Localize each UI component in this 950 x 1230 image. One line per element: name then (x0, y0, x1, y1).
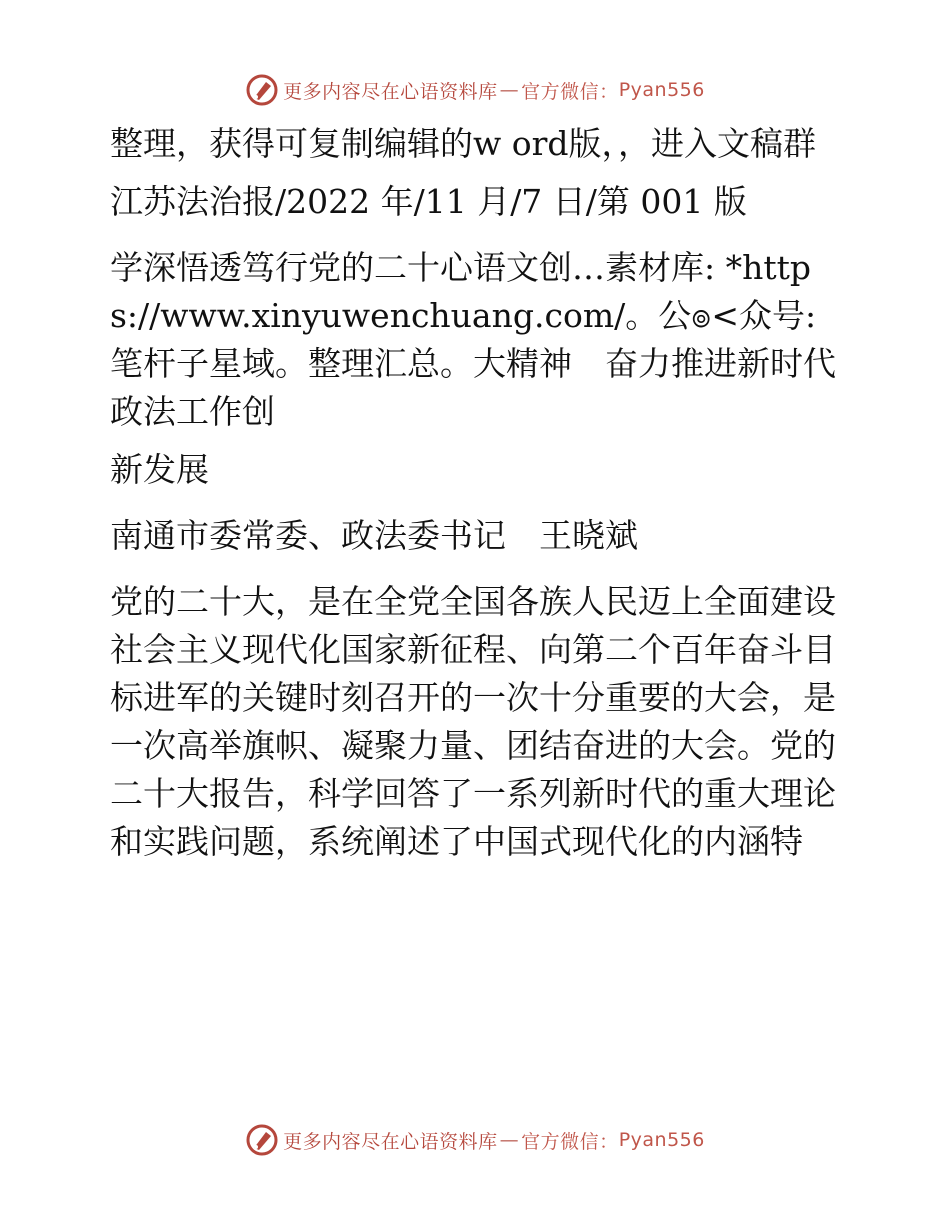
header-watermark (0, 68, 950, 112)
watermark-colon: ： (599, 80, 619, 103)
paragraph-author: 南通市委常委、政法委书记 王晓斌 (110, 516, 638, 555)
paragraph-intro: 整理，获得可复制编辑的w ord版，，进入文稿群 (110, 124, 817, 163)
watermark-colon: ： (599, 1130, 619, 1153)
document-body (97, 120, 857, 884)
watermark-sub-text: 官方微信 (521, 80, 600, 103)
watermark-handle: Pyan556 (618, 1129, 705, 1151)
watermark-separator: — (499, 79, 520, 101)
watermark-sub-text: 官方微信 (521, 1130, 600, 1153)
watermark-main-text: 更多内容尽在心语资料库 (283, 1130, 498, 1153)
watermark-main-text: 更多内容尽在心语资料库 (283, 80, 498, 103)
paragraph-source: 江苏法治报/2022 年/11 月/7 日/第 001 版 (110, 182, 747, 221)
pen-nib-logo-icon (245, 73, 279, 107)
watermark-separator: — (499, 1129, 520, 1151)
paragraph-title-continued: 新发展 (110, 450, 209, 489)
footer-watermark (0, 1118, 950, 1162)
paragraph-title: 学深悟透笃行党的二十心语文创…素材库: *https://www.xinyuwenchuang.com/。公๏<众号: 笔杆子星域。整理汇总。大精神 奋力推进新时代政法工作创 (110, 248, 836, 431)
paragraph-body: 党的二十大，是在全党全国各族人民迈上全面建设社会主义现代化国家新征程、向第二个百年奋斗目标进军的关键时刻召开的一次十分重要的大会，是一次高举旗帜、凝聚力量、团结奋进的大会。党的二十大报告，科学回答了一系列新时代的重大理论和实践问题，系统阐述了中国式现代化的内涵特 (110, 582, 836, 861)
watermark-handle: Pyan556 (618, 79, 705, 101)
pen-nib-logo-icon (245, 1123, 279, 1157)
